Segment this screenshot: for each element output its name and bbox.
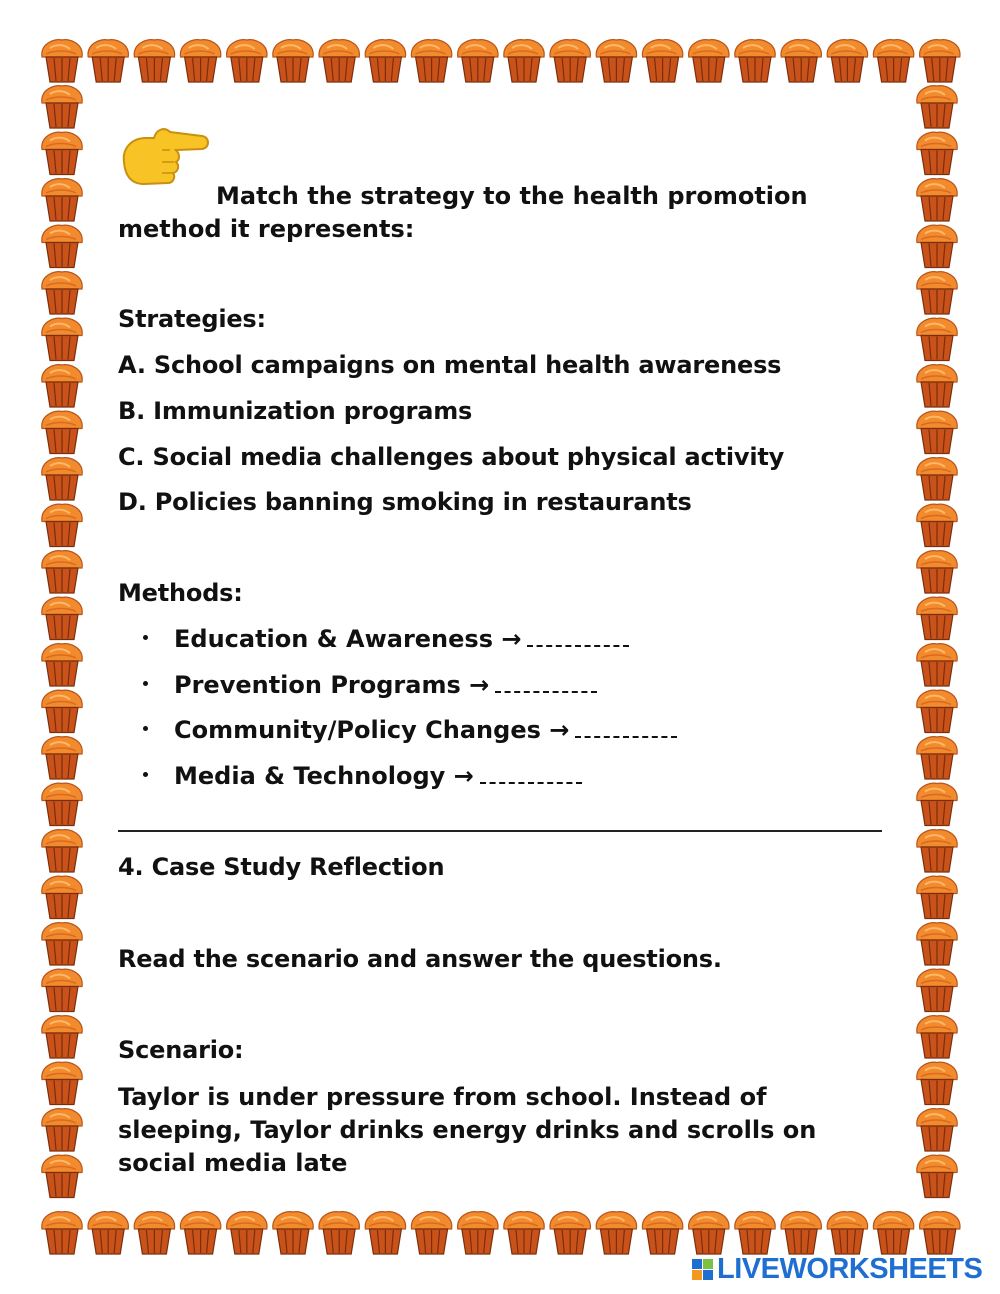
strategy-item: D. Policies banning smoking in restaurants (118, 488, 692, 516)
muffin-icon (365, 40, 405, 82)
muffin-icon (917, 86, 957, 128)
muffin-icon (42, 504, 82, 546)
muffin-icon (917, 411, 957, 453)
muffin-icon (42, 1062, 82, 1104)
muffin-icon (596, 1212, 636, 1254)
muffin-icon (917, 969, 957, 1011)
muffin-icon (917, 318, 957, 360)
scenario-heading: Scenario: (118, 1036, 244, 1064)
muffin-icon (88, 1212, 128, 1254)
muffin-icon (917, 1109, 957, 1151)
muffin-icon (917, 923, 957, 965)
section-title: 4. Case Study Reflection (118, 853, 445, 881)
method-item (143, 671, 597, 699)
muffin-icon (917, 132, 957, 174)
muffin-icon (827, 1212, 867, 1254)
muffin-icon (458, 1212, 498, 1254)
bullet-dot (143, 726, 148, 731)
answer-blank[interactable] (480, 768, 582, 784)
muffin-icon (42, 132, 82, 174)
muffin-icon (42, 830, 82, 872)
muffin-icon (917, 225, 957, 267)
muffin-icon (642, 1212, 682, 1254)
liveworksheets-logo-icon (692, 1259, 713, 1280)
muffin-icon (917, 876, 957, 918)
muffin-icon (42, 876, 82, 918)
method-label: Education & Awareness → (174, 625, 522, 653)
muffin-icon (917, 737, 957, 779)
method-item (143, 625, 629, 653)
muffin-icon (917, 551, 957, 593)
muffin-icon (917, 504, 957, 546)
muffin-icon (917, 458, 957, 500)
muffin-icon (550, 40, 590, 82)
muffin-icon (42, 411, 82, 453)
muffin-icon (42, 365, 82, 407)
muffin-icon (689, 1212, 729, 1254)
muffin-icon (550, 1212, 590, 1254)
muffin-icon (42, 318, 82, 360)
muffin-icon (504, 1212, 544, 1254)
method-label: Community/Policy Changes → (174, 716, 570, 744)
muffin-icon (42, 179, 82, 221)
muffin-icon (42, 40, 82, 82)
muffin-icon (319, 40, 359, 82)
muffin-icon (917, 830, 957, 872)
muffin-icon (917, 1016, 957, 1058)
strategy-item: A. School campaigns on mental health awareness (118, 351, 782, 379)
methods-heading: Methods: (118, 579, 243, 607)
muffin-icon (917, 272, 957, 314)
scenario-text: Taylor is under pressure from school. Instead of sleeping, Taylor drinks energy drinks and scrolls on social media late (118, 1083, 817, 1177)
strategy-item: B. Immunization programs (118, 397, 473, 425)
strategy-item: C. Social media challenges about physical activity (118, 443, 785, 471)
muffin-icon (917, 365, 957, 407)
muffin-icon (917, 690, 957, 732)
muffin-icon (180, 1212, 220, 1254)
muffin-icon (920, 1212, 960, 1254)
answer-blank[interactable] (495, 677, 597, 693)
muffin-icon (873, 1212, 913, 1254)
muffin-icon (917, 597, 957, 639)
muffin-icon (411, 40, 451, 82)
muffin-icon (42, 783, 82, 825)
muffin-icon (42, 272, 82, 314)
muffin-icon (134, 1212, 174, 1254)
instruction-text: Match the strategy to the health promotion method it represents: (118, 182, 808, 243)
bullet-dot (143, 635, 148, 640)
muffin-icon (365, 1212, 405, 1254)
method-item (143, 716, 677, 744)
muffin-icon (735, 40, 775, 82)
muffin-icon (42, 225, 82, 267)
muffin-icon (735, 1212, 775, 1254)
muffin-icon (827, 40, 867, 82)
method-label: Prevention Programs → (174, 671, 490, 699)
section-divider (118, 830, 882, 832)
muffin-icon (458, 40, 498, 82)
muffin-icon (42, 551, 82, 593)
muffin-icon (134, 40, 174, 82)
method-label: Media & Technology → (174, 762, 474, 790)
muffin-icon (42, 1212, 82, 1254)
muffin-icon (319, 1212, 359, 1254)
muffin-icon (504, 40, 544, 82)
muffin-icon (917, 1155, 957, 1197)
answer-blank[interactable] (575, 722, 677, 738)
muffin-icon (920, 40, 960, 82)
liveworksheets-logo[interactable] (692, 1253, 982, 1285)
muffin-icon (42, 1016, 82, 1058)
muffin-icon (42, 458, 82, 500)
bullet-dot (143, 681, 148, 686)
muffin-icon (917, 783, 957, 825)
muffin-icon (42, 969, 82, 1011)
logo-text: LIVEWORKSHEETS (717, 1252, 983, 1285)
muffin-icon (411, 1212, 451, 1254)
muffin-icon (227, 40, 267, 82)
bullet-dot (143, 772, 148, 777)
muffin-icon (42, 923, 82, 965)
strategies-heading: Strategies: (118, 305, 266, 333)
muffin-icon (42, 690, 82, 732)
muffin-icon (917, 179, 957, 221)
muffin-icon (917, 1062, 957, 1104)
muffin-icon (917, 644, 957, 686)
muffin-icon (273, 1212, 313, 1254)
read-instruction: Read the scenario and answer the questions. (118, 945, 722, 973)
muffin-icon (596, 40, 636, 82)
muffin-icon (42, 86, 82, 128)
muffin-icon (227, 1212, 267, 1254)
answer-blank[interactable] (527, 631, 629, 647)
muffin-icon (781, 1212, 821, 1254)
muffin-icon (689, 40, 729, 82)
muffin-icon (42, 1155, 82, 1197)
muffin-icon (42, 1109, 82, 1151)
muffin-icon (273, 40, 313, 82)
muffin-icon (873, 40, 913, 82)
muffin-icon (642, 40, 682, 82)
muffin-icon (42, 597, 82, 639)
muffin-icon (42, 644, 82, 686)
muffin-icon (88, 40, 128, 82)
muffin-icon (180, 40, 220, 82)
muffin-icon (781, 40, 821, 82)
muffin-icon (42, 737, 82, 779)
method-item (143, 762, 582, 790)
